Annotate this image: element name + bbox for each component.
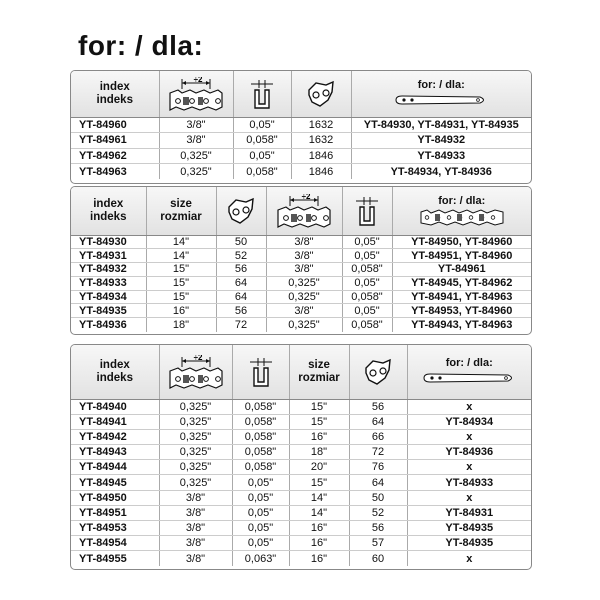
links-cell: 50 xyxy=(349,490,407,505)
for-cell: YT-84935 xyxy=(407,521,531,536)
pitch-cell: 0,325" xyxy=(159,475,232,490)
index-cell: YT-84931 xyxy=(71,249,146,263)
pitch-icon xyxy=(276,194,332,228)
table-row xyxy=(71,551,531,566)
chain-tooth-icon xyxy=(226,197,256,225)
for-cell: YT-84961 xyxy=(392,263,531,277)
for-cell: YT-84934 xyxy=(407,414,531,429)
table-row xyxy=(71,164,531,180)
pitch-cell: 0,325" xyxy=(159,429,232,444)
index-header: index indeks xyxy=(71,187,146,235)
links-cell: 56 xyxy=(216,263,266,277)
links-cell: 52 xyxy=(216,249,266,263)
for-cell: YT-84933 xyxy=(351,148,531,164)
pitch-cell: 0,325" xyxy=(159,414,232,429)
gauge-cell: 0,05" xyxy=(342,249,392,263)
table-row xyxy=(71,475,531,490)
table-row xyxy=(71,505,531,520)
size-cell: 15" xyxy=(146,290,216,304)
pitch-cell: 0,325" xyxy=(159,399,232,414)
size-cell: 14" xyxy=(289,505,349,520)
size-header: size rozmiar xyxy=(146,187,216,235)
chain-icon xyxy=(419,208,505,226)
table-row xyxy=(71,304,531,318)
links-cell: 64 xyxy=(216,276,266,290)
pitch-header xyxy=(159,71,233,117)
links-cell: 56 xyxy=(216,304,266,318)
gauge-cell: 0,05" xyxy=(232,521,289,536)
pitch-label: ÷2 xyxy=(193,354,202,362)
for-cell: YT-84934, YT-84936 xyxy=(390,165,492,178)
gauge-cell: 0,058" xyxy=(232,399,289,414)
table-row xyxy=(71,399,531,414)
size-cell: 16" xyxy=(146,304,216,318)
for-cell: YT-84950, YT-84960 xyxy=(392,235,531,249)
for-header: for: / dla: xyxy=(407,345,531,399)
table-row xyxy=(71,429,531,444)
index-cell: YT-84962 xyxy=(71,148,159,164)
index-cell: YT-84951 xyxy=(71,505,159,520)
index-cell: YT-84942 xyxy=(71,429,159,444)
gauge-cell: 0,05" xyxy=(233,117,291,133)
size-cell: 14" xyxy=(146,235,216,249)
index-cell: YT-84960 xyxy=(71,117,159,133)
gauge-cell: 0,063" xyxy=(232,551,289,566)
links-cell: 72 xyxy=(216,318,266,332)
for-cell: x xyxy=(407,460,531,475)
table-row xyxy=(71,536,531,551)
for-cell: x xyxy=(407,399,531,414)
table-row xyxy=(71,133,531,149)
index-cell: YT-84955 xyxy=(71,551,159,566)
links-cell: 66 xyxy=(349,429,407,444)
chain-table xyxy=(70,186,532,335)
pitch-cell: 3/8" xyxy=(159,521,232,536)
links-cell: 56 xyxy=(349,399,407,414)
table-row xyxy=(71,414,531,429)
table-row xyxy=(71,445,531,460)
table-row xyxy=(71,290,531,304)
index-cell: YT-84945 xyxy=(71,475,159,490)
size-cell: 18" xyxy=(146,318,216,332)
gauge-cell: 0,05" xyxy=(232,505,289,520)
gauge-icon xyxy=(354,195,380,227)
pitch-icon xyxy=(168,77,224,111)
for-cell: x xyxy=(407,429,531,444)
chain-tooth-icon xyxy=(363,358,393,386)
tooth-header xyxy=(216,187,266,235)
table-row xyxy=(71,318,531,332)
index-cell: YT-84943 xyxy=(71,445,159,460)
pitch-cell: 3/8" xyxy=(159,536,232,551)
gauge-cell: 0,05" xyxy=(342,276,392,290)
for-cell: YT-84931 xyxy=(407,505,531,520)
pitch-cell: 3/8" xyxy=(159,490,232,505)
table-row xyxy=(71,117,531,133)
for-header: for: / dla: xyxy=(392,187,531,235)
index-cell: YT-84953 xyxy=(71,521,159,536)
table-row xyxy=(71,263,531,277)
guide-bar-icon xyxy=(420,370,518,386)
table-row xyxy=(71,235,531,249)
pitch-icon xyxy=(168,355,224,389)
index-cell: YT-84954 xyxy=(71,536,159,551)
gauge-cell: 0,05" xyxy=(342,235,392,249)
table-row xyxy=(71,148,531,164)
for-cell: x xyxy=(407,490,531,505)
tooth-header xyxy=(291,71,351,117)
for-cell: YT-84945, YT-84962 xyxy=(392,276,531,290)
table-row xyxy=(71,249,531,263)
guide-bar-icon xyxy=(392,92,490,108)
gauge-header xyxy=(233,71,291,117)
pitch-cell: 3/8" xyxy=(159,551,232,566)
pitch-cell: 3/8" xyxy=(266,235,342,249)
for-cell: YT-84953, YT-84960 xyxy=(392,304,531,318)
gauge-cell: 0,058" xyxy=(342,263,392,277)
size-cell: 14" xyxy=(146,249,216,263)
pitch-cell: 3/8" xyxy=(159,117,233,133)
gauge-icon xyxy=(248,356,274,388)
for-cell: YT-84951, YT-84960 xyxy=(392,249,531,263)
gauge-cell: 0,05" xyxy=(342,304,392,318)
links-cell: 64 xyxy=(349,475,407,490)
number-cell: 1632 xyxy=(291,117,351,133)
size-cell: 16" xyxy=(289,429,349,444)
bar-table xyxy=(70,70,532,184)
pitch-cell: 3/8" xyxy=(266,263,342,277)
chain-table-2 xyxy=(70,344,532,570)
index-cell: YT-84950 xyxy=(71,490,159,505)
index-cell: YT-84941 xyxy=(71,414,159,429)
gauge-cell: 0,05" xyxy=(232,475,289,490)
gauge-cell: 0,05" xyxy=(232,490,289,505)
links-cell: 60 xyxy=(349,551,407,566)
gauge-header xyxy=(342,187,392,235)
number-cell: 1846 xyxy=(291,164,351,180)
number-cell: 1632 xyxy=(291,133,351,149)
tooth-header xyxy=(349,345,407,399)
pitch-cell: 0,325" xyxy=(266,290,342,304)
pitch-cell: 0,325" xyxy=(266,276,342,290)
for-header: for: / dla: xyxy=(351,71,531,117)
index-cell: YT-84935 xyxy=(71,304,146,318)
links-cell: 57 xyxy=(349,536,407,551)
size-cell: 16" xyxy=(289,536,349,551)
size-cell: 16" xyxy=(289,551,349,566)
index-cell: YT-84932 xyxy=(71,263,146,277)
gauge-cell: 0,058" xyxy=(233,133,291,149)
size-cell: 15" xyxy=(289,475,349,490)
pitch-cell: 3/8" xyxy=(266,304,342,318)
pitch-label: ÷2 xyxy=(301,193,311,201)
pitch-cell: 3/8" xyxy=(266,249,342,263)
index-header: index indeks xyxy=(71,345,159,399)
index-cell: YT-84940 xyxy=(71,399,159,414)
table-row xyxy=(71,460,531,475)
size-cell: 15" xyxy=(289,399,349,414)
gauge-cell: 0,058" xyxy=(233,164,291,180)
links-cell: 50 xyxy=(216,235,266,249)
gauge-cell: 0,058" xyxy=(232,429,289,444)
for-cell: YT-84935 xyxy=(407,536,531,551)
links-cell: 64 xyxy=(216,290,266,304)
index-cell: YT-84933 xyxy=(71,276,146,290)
for-cell: YT-84932 xyxy=(351,133,531,149)
pitch-cell: 3/8" xyxy=(159,133,233,149)
pitch-cell: 0,325" xyxy=(159,164,233,180)
for-cell: YT-84933 xyxy=(407,475,531,490)
number-cell: 1846 xyxy=(291,148,351,164)
gauge-cell: 0,058" xyxy=(232,414,289,429)
pitch-label: ÷2 xyxy=(193,76,203,84)
index-cell: YT-84963 xyxy=(71,164,159,180)
page-title: for: / dla: xyxy=(78,30,204,61)
size-cell: 15" xyxy=(146,263,216,277)
table-row xyxy=(71,521,531,536)
gauge-cell: 0,058" xyxy=(232,460,289,475)
pitch-cell: 0,325" xyxy=(159,445,232,460)
gauge-cell: 0,058" xyxy=(342,318,392,332)
links-cell: 64 xyxy=(349,414,407,429)
pitch-cell: 0,325" xyxy=(159,460,232,475)
table-row xyxy=(71,276,531,290)
size-cell: 15" xyxy=(289,414,349,429)
pitch-header xyxy=(266,187,342,235)
for-cell: YT-84941, YT-84963 xyxy=(392,290,531,304)
gauge-cell: 0,058" xyxy=(342,290,392,304)
links-cell: 72 xyxy=(349,445,407,460)
size-cell: 18" xyxy=(289,445,349,460)
links-cell: 76 xyxy=(349,460,407,475)
for-cell: YT-84936 xyxy=(407,445,531,460)
pitch-cell: 3/8" xyxy=(159,505,232,520)
for-cell: YT-84930, YT-84931, YT-84935 xyxy=(351,117,531,133)
pitch-cell: 0,325" xyxy=(159,148,233,164)
index-cell: YT-84961 xyxy=(71,133,159,149)
size-cell: 14" xyxy=(289,490,349,505)
gauge-cell: 0,05" xyxy=(232,536,289,551)
gauge-cell: 0,05" xyxy=(233,148,291,164)
size-header: size rozmiar xyxy=(289,345,349,399)
table-row xyxy=(71,490,531,505)
gauge-cell: 0,058" xyxy=(232,445,289,460)
gauge-icon xyxy=(249,78,275,110)
index-cell: YT-84930 xyxy=(71,235,146,249)
index-cell: YT-84934 xyxy=(71,290,146,304)
index-cell: YT-84936 xyxy=(71,318,146,332)
gauge-header xyxy=(232,345,289,399)
size-cell: 16" xyxy=(289,521,349,536)
size-cell: 20" xyxy=(289,460,349,475)
index-header: index indeks xyxy=(71,71,159,117)
pitch-header xyxy=(159,345,232,399)
pitch-cell: 0,325" xyxy=(266,318,342,332)
size-cell: 15" xyxy=(146,276,216,290)
index-cell: YT-84944 xyxy=(71,460,159,475)
links-cell: 56 xyxy=(349,521,407,536)
for-cell: x xyxy=(466,552,473,565)
links-cell: 52 xyxy=(349,505,407,520)
chain-tooth-icon xyxy=(306,80,336,108)
for-cell: YT-84943, YT-84963 xyxy=(411,318,513,331)
